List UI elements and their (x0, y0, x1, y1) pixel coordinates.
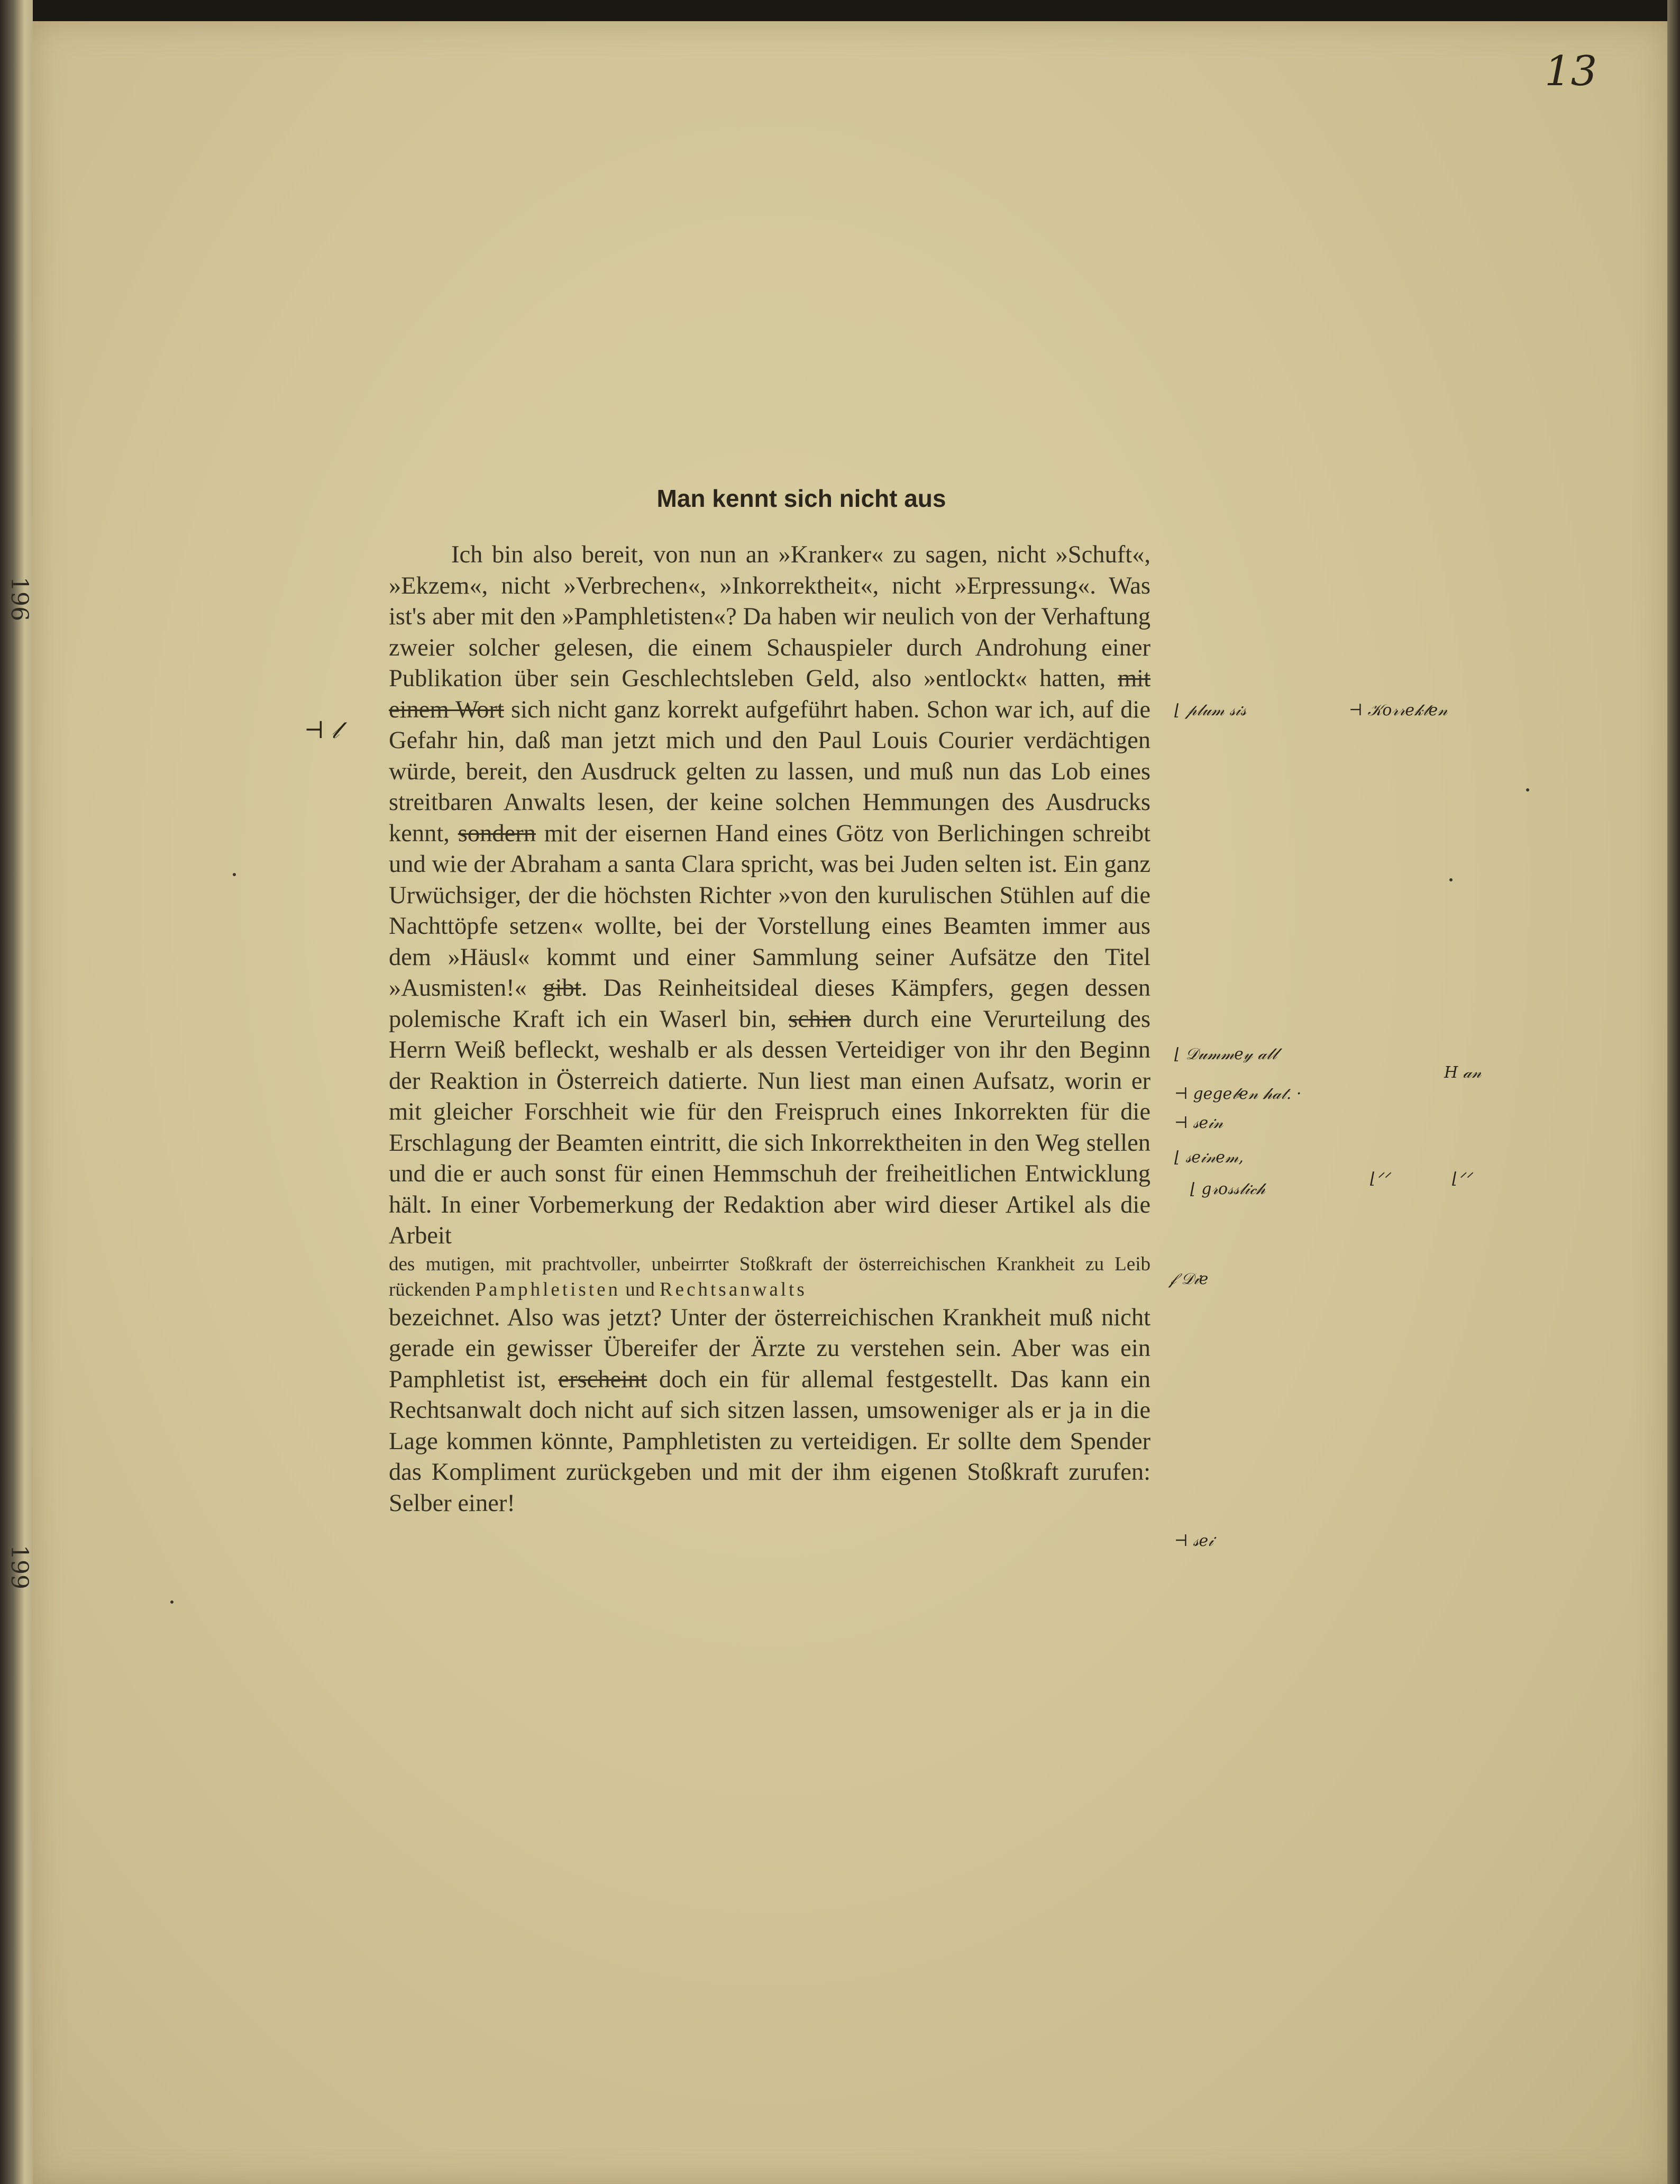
binding-strip (0, 0, 33, 2184)
quote-text: des mutigen, mit prachtvoller, unbeirrter Stoßkraft der österreichischen Krankheit zu Leib rückenden (389, 1253, 1151, 1300)
margin-note: ⌊ᐟᐟ (1370, 1169, 1390, 1188)
spaced-word: Rechtsanwalts (660, 1278, 807, 1300)
margin-note: ⌊ᐟᐟ (1452, 1169, 1472, 1188)
paper-speck (233, 873, 236, 876)
text-run: bezeichnet. Also was jetzt? Unter der österreichischen Krankheit muß nicht gerade ein gewisser Übereifer der Ärzte zu verstehen sein. Aber was ein Pamphletist ist, (389, 1304, 1151, 1393)
margin-note: ⊣ 𝓈𝑒𝒾𝓃 (1174, 1114, 1224, 1132)
struck-text: sondern (458, 820, 536, 847)
struck-text: gibt (543, 975, 581, 1002)
paper-speck (1449, 878, 1453, 881)
side-page-number: 196 (6, 577, 33, 621)
struck-text: erscheint (558, 1366, 647, 1393)
margin-note: 𝒻 𝒟𝒾𝑒 (1169, 1270, 1209, 1288)
text-run: mit der eisernen Hand eines Götz von Berlichingen schreibt und wie der Abraham a santa Clara spricht, was bei Juden selten ist. Ein ganz Urwüchsiger, der die höchsten Richter »von den kurulischen Stühlen auf die Nachttöpfe setzen« wollte, bei der Vorstellung eines Beamten immer aus dem »Häusl« kommt und einer Sammlung seiner Aufsätze den Titel »Ausmisten!« (389, 820, 1151, 1002)
margin-note: ⌊ 𝓅𝓁𝓊𝓂 𝓈𝒾𝓈 (1174, 701, 1247, 720)
margin-note: ⌊ 𝑔𝓇𝑜𝓈𝓈𝓁𝒾𝒸𝒽 (1190, 1180, 1266, 1198)
folio-number: 13 (1545, 48, 1597, 95)
quote-text: und (625, 1278, 655, 1300)
margin-note: ⊣ 𝓈𝑒𝒾 (1174, 1532, 1213, 1550)
margin-note: 𝐻 𝒶𝓃 (1444, 1063, 1482, 1082)
block-quote (389, 1252, 1151, 1303)
paper-speck (1526, 788, 1529, 791)
paper-speck (170, 1600, 174, 1604)
text-run: Ich bin also bereit, von nun an »Kranker« zu sagen, nicht »Schuft«, »Ekzem«, nicht »Verbrechen«, »Inkorrektheit«, nicht »Erpressung«. Was ist's aber mit den »Pamphletisten«? Da haben wir neulich von der Verhaftung zweier solcher gelesen, die einem Schauspieler durch Androhung einer Publikation über sein Geschlechtsleben Geld, also »entlockt« hatten, (389, 541, 1151, 692)
page-edge (1667, 0, 1680, 2184)
text-run: durch eine Verurteilung des Herrn Weiß befleckt, weshalb er als dessen Verteidiger von ihr den Beginn der Reaktion in Österreich datierte. Nun liest man einen Aufsatz, worin er mit gleicher Forschheit wie für den Freispruch eines Inkorrekten für die Erschlagung der Beamten eintritt, die sich Inkorrektheiten in den Weg stellen und die er auch sonst für einen Hemmschuh der freiheitlichen Entwicklung hält. In einer Vorbemerkung der Redaktion aber wird dieser Artikel als die Arbeit (389, 1005, 1151, 1249)
margin-note: ⌊ 𝓈𝑒𝒾𝓃𝑒𝓂, (1174, 1148, 1244, 1167)
article-body (389, 540, 1151, 1519)
text-run: doch ein für allemal festgestellt. Das kann ein Rechtsanwalt doch nicht auf sich sitzen lassen, umsoweniger als er ja in die Lage kommen könnte, Pamphletisten zu verteidigen. Er sollte dem Spender das Kompliment zurückgeben und mit der ihm eigenen Stoßkraft zurufen: Selber einer! (389, 1366, 1151, 1517)
margin-note: ⊣ 𝒦𝑜𝓇𝓇𝑒𝓀𝓉𝑒𝓃 (1349, 701, 1448, 720)
side-page-number: 199 (6, 1545, 33, 1589)
struck-text: schien (788, 1005, 852, 1033)
page-title: Man kennt sich nicht aus (656, 485, 946, 512)
paragraph-1 (389, 540, 1151, 1252)
margin-note-left: ⊣ 𝓁 (304, 717, 340, 744)
margin-note: ⊣ 𝑔𝑒𝑔𝑒𝒷𝑒𝓃 𝒽𝒶𝓉. · (1174, 1085, 1302, 1103)
struck-text: mit einem Wort (389, 665, 1151, 723)
text-run: sich nicht ganz korrekt aufgeführt haben. Schon war ich, auf die Gefahr hin, daß man jetzt mich und den Paul Louis Courier verdächtigen würde, bereit, den Ausdruck gelten zu lassen, und muß nun das Lob eines streitbaren Anwalts lesen, der keine solchen Hemmungen des Ausdrucks kennt, (389, 696, 1151, 847)
margin-note: ⌊ 𝒟𝓊𝓂𝓂𝑒𝓎 𝒶𝓁𝓁 (1174, 1045, 1277, 1063)
text-run: . Das Reinheitsideal dieses Kämpfers, gegen dessen polemische Kraft ich ein Waserl bin, (389, 975, 1151, 1033)
paragraph-2 (389, 1303, 1151, 1519)
spaced-word: Pamphletisten (475, 1278, 620, 1300)
